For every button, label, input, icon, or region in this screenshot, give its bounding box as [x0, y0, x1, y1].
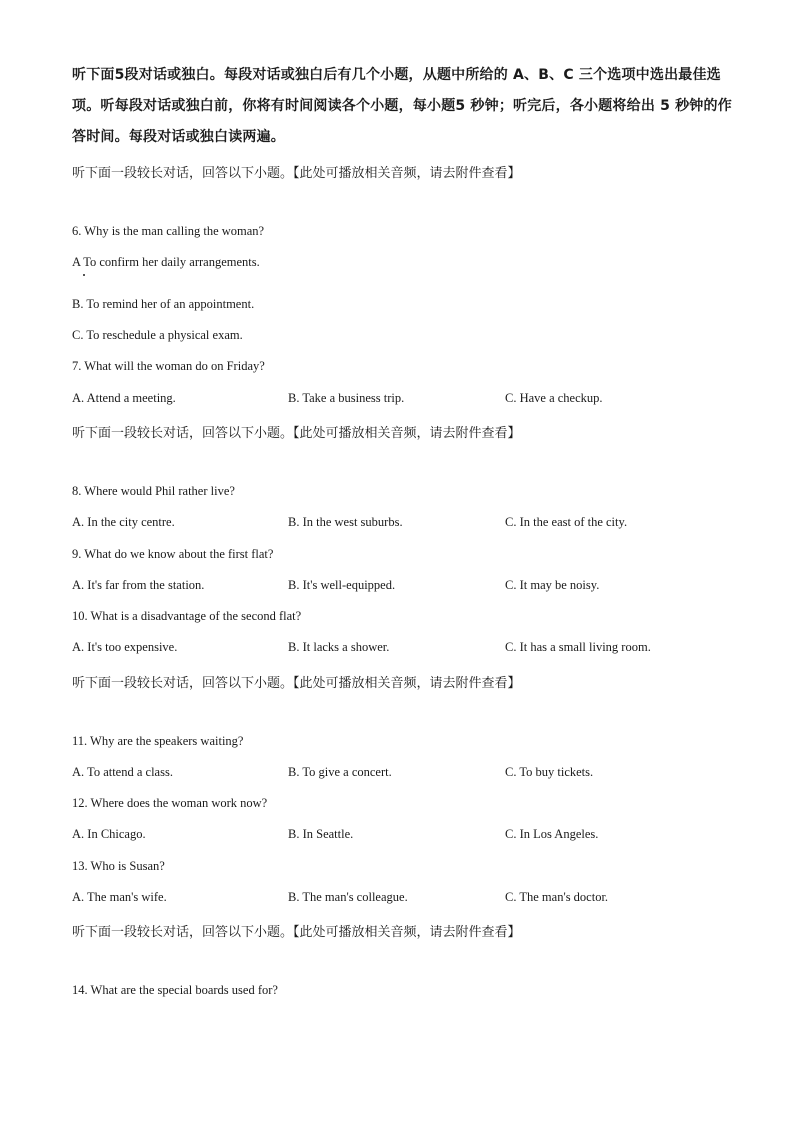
question-13-option-a: A. The man's wife. [72, 890, 167, 904]
question-14: 14. What are the special boards used for? [72, 983, 278, 997]
question-11-option-c: C. To buy tickets. [505, 765, 594, 779]
question-10-option-c: C. It has a small living room. [505, 640, 651, 654]
question-12-option-a: A. In Chicago. [72, 827, 146, 841]
audio-prompt-1: 听下面一段较长对话，回答以下小题。【此处可播放相关音频，请去附件查看】 [72, 166, 521, 181]
question-6-option-c: C. To reschedule a physical exam. [72, 328, 243, 342]
section-instructions: 听下面5段对话或独白。每段对话或独白后有几个小题，从题中所给的 A、B、C 三个选项中选出最佳选项。听每段对话或独白前，你将有时间阅读各个小题，每小题5 秒钟；听完后，各小题将给出 5 秒钟的作答时间。每段对话或独白读两遍。 [72, 67, 732, 145]
question-8-option-b: B. In the west suburbs. [288, 515, 403, 529]
question-10: 10. What is a disadvantage of the second flat? [72, 609, 302, 623]
question-11: 11. Why are the speakers waiting? [72, 734, 244, 748]
question-6-option-a: A To confirm her daily arrangements. [72, 255, 260, 269]
question-7-options [72, 391, 732, 409]
question-9-options [72, 578, 732, 596]
question-6: 6. Why is the man calling the woman? [72, 224, 265, 238]
stray-mark [83, 274, 85, 276]
question-13-option-c: C. The man's doctor. [505, 890, 609, 904]
question-11-option-a: A. To attend a class. [72, 765, 173, 779]
question-9: 9. What do we know about the first flat? [72, 547, 274, 561]
question-9-option-b: B. It's well-equipped. [288, 578, 396, 592]
question-11-option-b: B. To give a concert. [288, 765, 392, 779]
question-10-option-b: B. It lacks a shower. [288, 640, 390, 654]
question-9-option-a: A. It's far from the station. [72, 578, 205, 592]
question-7: 7. What will the woman do on Friday? [72, 359, 265, 373]
question-11-options [72, 765, 732, 783]
question-7-option-b: B. Take a business trip. [288, 391, 405, 405]
question-8-options [72, 515, 732, 533]
question-12-options [72, 827, 732, 845]
question-7-option-c: C. Have a checkup. [505, 391, 603, 405]
question-7-option-a: A. Attend a meeting. [72, 391, 176, 405]
question-10-option-a: A. It's too expensive. [72, 640, 178, 654]
question-9-option-c: C. It may be noisy. [505, 578, 600, 592]
question-8-option-c: C. In the east of the city. [505, 515, 628, 529]
audio-prompt-4: 听下面一段较长对话，回答以下小题。【此处可播放相关音频，请去附件查看】 [72, 925, 521, 940]
question-6-option-b: B. To remind her of an appointment. [72, 297, 255, 311]
question-13: 13. Who is Susan? [72, 859, 165, 873]
question-12-option-b: B. In Seattle. [288, 827, 354, 841]
question-10-options [72, 640, 732, 658]
question-12: 12. Where does the woman work now? [72, 796, 268, 810]
question-13-options [72, 890, 732, 908]
question-13-option-b: B. The man's colleague. [288, 890, 408, 904]
question-8: 8. Where would Phil rather live? [72, 484, 235, 498]
question-12-option-c: C. In Los Angeles. [505, 827, 599, 841]
question-8-option-a: A. In the city centre. [72, 515, 175, 529]
audio-prompt-3: 听下面一段较长对话，回答以下小题。【此处可播放相关音频，请去附件查看】 [72, 676, 521, 691]
audio-prompt-2: 听下面一段较长对话，回答以下小题。【此处可播放相关音频，请去附件查看】 [72, 426, 521, 441]
